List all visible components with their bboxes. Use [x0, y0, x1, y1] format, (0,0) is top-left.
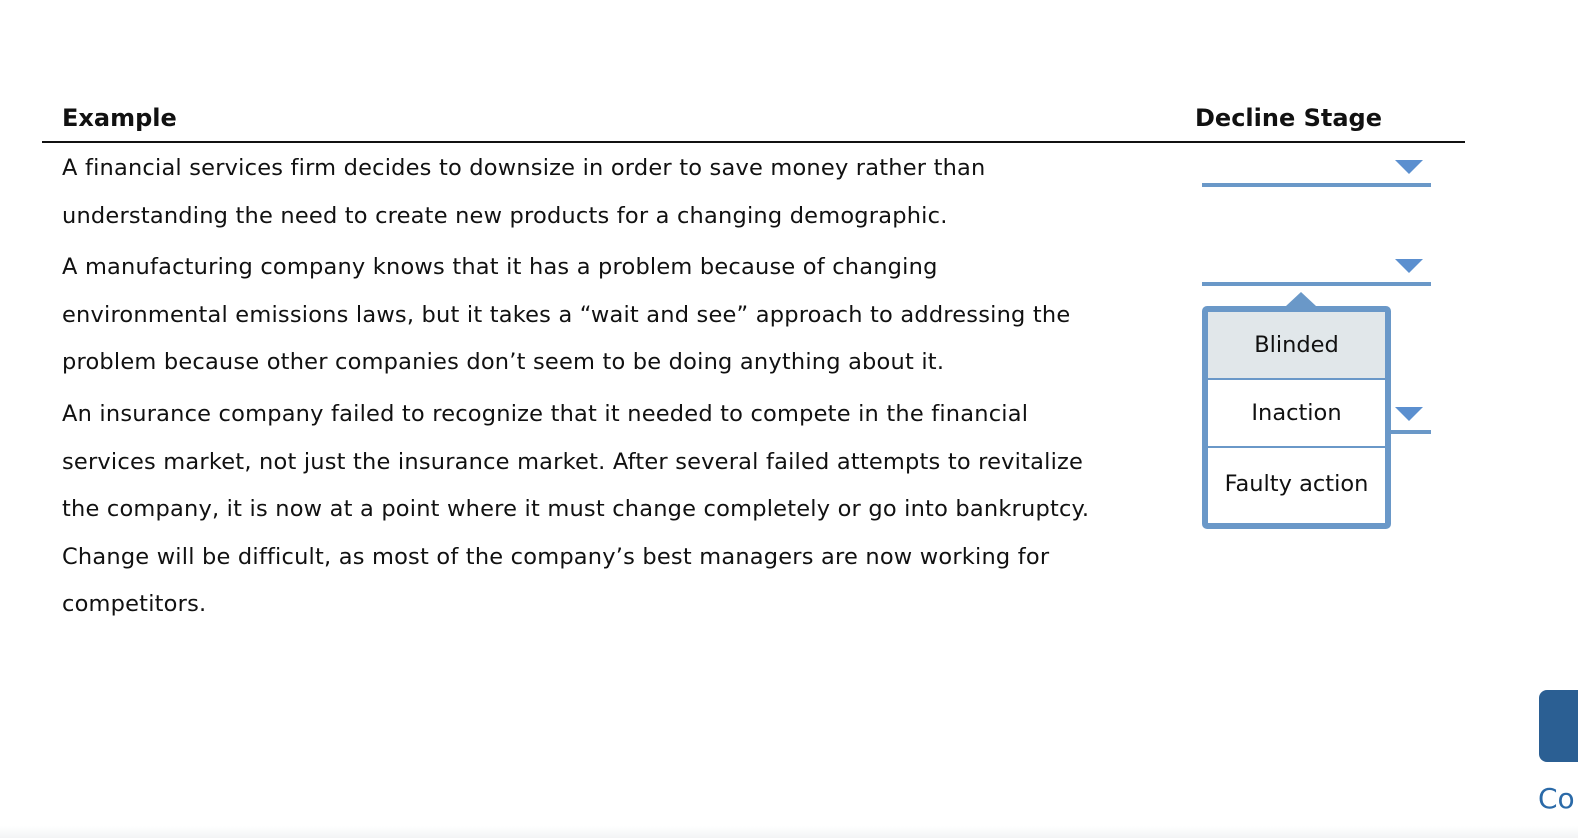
- chevron-down-icon: [1395, 407, 1423, 421]
- side-button[interactable]: [1539, 690, 1578, 762]
- example-line: Change will be difficult, as most of the company’s best managers are now working for: [62, 543, 1050, 570]
- decline-stage-select-2[interactable]: [1202, 242, 1431, 286]
- option-faulty-action[interactable]: Faulty action: [1208, 448, 1385, 519]
- example-row-1: [62, 145, 1162, 240]
- header-decline-stage: Decline Stage: [1195, 104, 1383, 132]
- side-link-text[interactable]: Co: [1538, 782, 1575, 815]
- chevron-down-icon: [1395, 259, 1423, 273]
- option-inaction[interactable]: Inaction: [1208, 380, 1385, 448]
- example-line: competitors.: [62, 591, 207, 617]
- example-line: problem because other companies don’t seem to be doing anything about it.: [62, 349, 945, 375]
- option-blinded[interactable]: Blinded: [1208, 312, 1385, 380]
- example-line: A manufacturing company knows that it has a problem because of changing: [62, 254, 938, 280]
- example-line: An insurance company failed to recognize that it needed to compete in the financial: [62, 401, 1029, 427]
- example-line: understanding the need to create new products for a changing demographic.: [62, 202, 948, 229]
- example-row-3: [62, 391, 1162, 629]
- bottom-edge: [0, 826, 1578, 838]
- caret-up-icon: [1286, 292, 1316, 306]
- chevron-down-icon: [1395, 160, 1423, 174]
- example-line: services market, not just the insurance market. After several failed attempts to revitalize: [62, 448, 1084, 475]
- example-line: environmental emissions laws, but it takes a “wait and see” approach to addressing the: [62, 301, 1071, 328]
- decline-stage-select-1[interactable]: [1202, 143, 1431, 187]
- header-example: Example: [62, 104, 177, 132]
- example-line: the company, it is now at a point where it must change completely or go into bankruptcy.: [62, 496, 1090, 522]
- example-line: A financial services firm decides to downsize in order to save money rather than: [62, 155, 986, 181]
- example-row-2: [62, 244, 1162, 387]
- dropdown-menu: [1202, 306, 1391, 529]
